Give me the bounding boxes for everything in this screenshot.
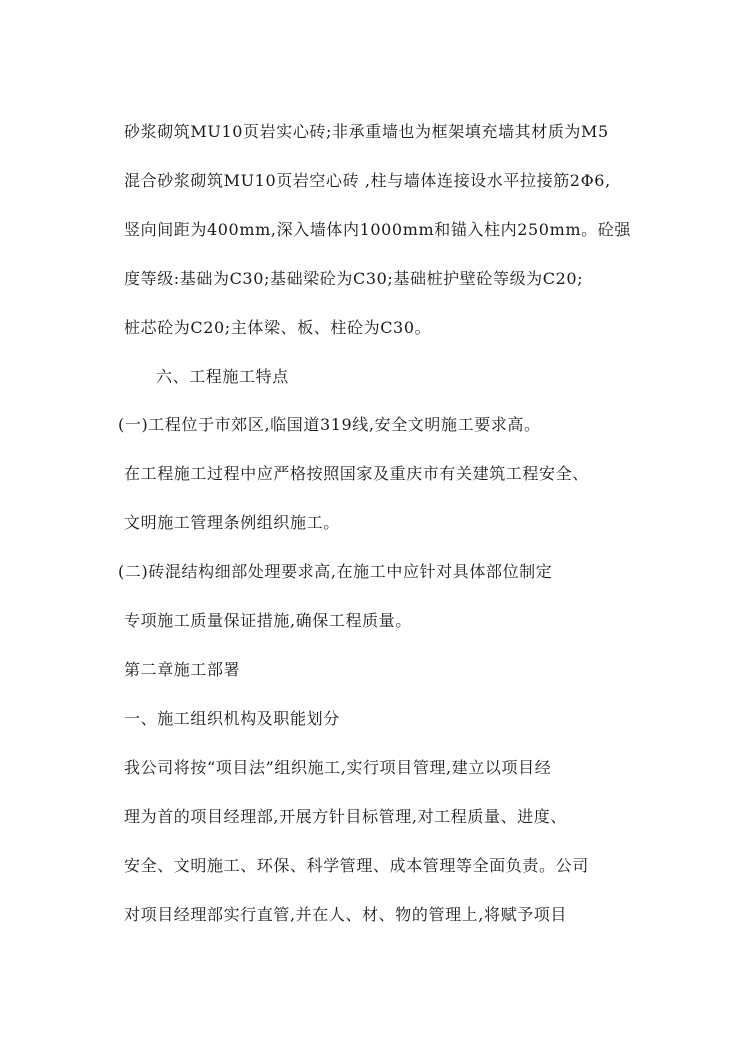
paragraph-line-7: (一)工程位于市郊区,临国道319线,安全文明施工要求高。: [118, 415, 541, 434]
chapter-heading: 第二章施工部署: [124, 660, 241, 679]
paragraph-line-14: 我公司将按“项目法”组织施工,实行项目管理,建立以项目经: [124, 758, 552, 777]
paragraph-line-4: 度等级:基础为C30;基础梁砼为C30;基础桩护壁砼等级为C20;: [124, 269, 584, 288]
paragraph-line-3: 竖向间距为400mm,深入墙体内1000mm和锚入柱内250mm。砼强: [124, 220, 631, 239]
paragraph-line-10: (二)砖混结构细部处理要求高,在施工中应针对具体部位制定: [118, 562, 553, 581]
paragraph-line-9: 文明施工管理条例组织施工。: [124, 513, 340, 532]
paragraph-line-16: 安全、文明施工、环保、科学管理、成本管理等全面负责。公司: [124, 856, 589, 875]
paragraph-line-2: 混合砂浆砌筑MU10页岩空心砖 ,柱与墙体连接设水平拉接筋2Φ6,: [124, 171, 611, 190]
paragraph-line-17: 对项目经理部实行直管,并在人、材、物的管理上,将赋予项目: [124, 905, 567, 924]
paragraph-line-8: 在工程施工过程中应严格按照国家及重庆市有关建筑工程安全、: [124, 464, 589, 483]
paragraph-line-5: 桩芯砼为C20;主体梁、板、柱砼为C30。: [124, 318, 432, 337]
section-heading-6: 六、工程施工特点: [156, 367, 289, 386]
section-heading-1: 一、施工组织机构及职能划分: [124, 709, 340, 728]
paragraph-line-15: 理为首的项目经理部,开展方针目标管理,对工程质量、进度、: [124, 807, 567, 826]
paragraph-line-1: 砂浆砌筑MU10页岩实心砖;非承重墙也为框架填充墙其材质为M5: [124, 122, 609, 141]
paragraph-line-11: 专项施工质量保证措施,确保工程质量。: [124, 611, 412, 630]
